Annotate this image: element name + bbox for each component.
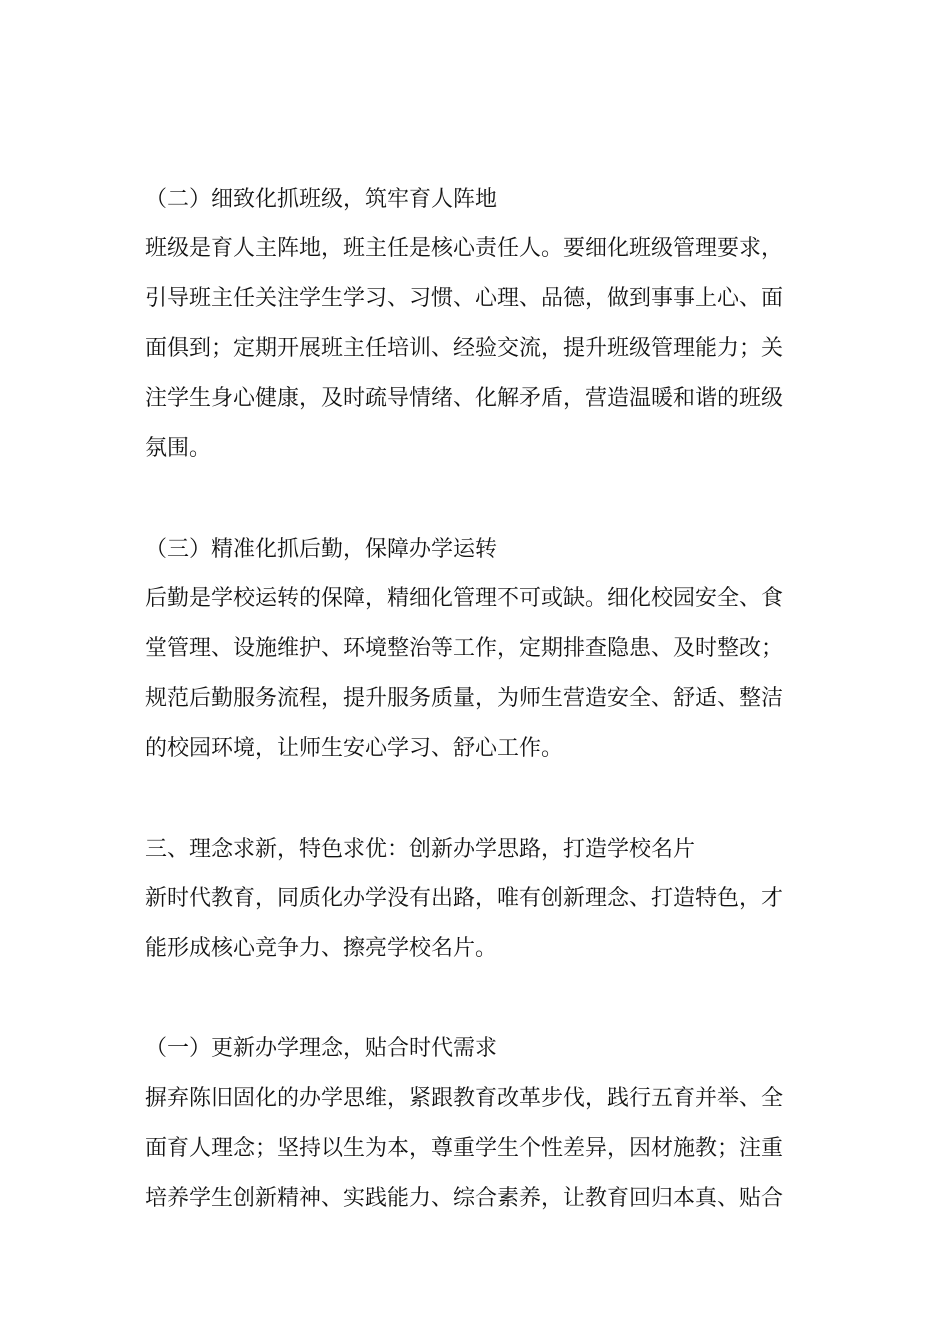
paragraph-line: 堂管理、设施维护、环境整治等工作，定期排查隐患、及时整改；	[145, 636, 784, 661]
paragraph-line: 新时代教育，同质化办学没有出路，唯有创新理念、打造特色，才	[145, 886, 784, 911]
paragraph-line: 能形成核心竞争力、擦亮学校名片。	[145, 936, 498, 961]
paragraph-line: 摒弃陈旧固化的办学思维，紧跟教育改革步伐，践行五育并举、全	[145, 1086, 784, 1111]
paragraph-line: 的校园环境，让师生安心学习、舒心工作。	[145, 736, 564, 761]
paragraph-line: 后勤是学校运转的保障，精细化管理不可或缺。细化校园安全、食	[145, 586, 784, 611]
paragraph-line: 面育人理念；坚持以生为本，尊重学生个性差异，因材施教；注重	[145, 1136, 784, 1161]
paragraph-line: 面俱到；定期开展班主任培训、经验交流，提升班级管理能力；关	[145, 336, 784, 361]
paragraph-line: 规范后勤服务流程，提升服务质量，为师生营造安全、舒适、整洁	[145, 686, 784, 711]
paragraph-line: 引导班主任关注学生学习、习惯、心理、品德，做到事事上心、面	[145, 286, 784, 311]
section-heading: 三、理念求新，特色求优：创新办学思路，打造学校名片	[145, 837, 696, 862]
section-heading: （一）更新办学理念，贴合时代需求	[145, 1036, 498, 1061]
section-heading: （二）细致化抓班级，筑牢育人阵地	[145, 187, 498, 212]
paragraph-line: 注学生身心健康，及时疏导情绪、化解矛盾，营造温暖和谐的班级	[145, 386, 784, 411]
paragraph-line: 氛围。	[145, 436, 212, 461]
paragraph-line: 培养学生创新精神、实践能力、综合素养，让教育回归本真、贴合	[145, 1186, 784, 1211]
paragraph-line: 班级是育人主阵地，班主任是核心责任人。要细化班级管理要求，	[145, 236, 784, 261]
section-heading: （三）精准化抓后勤，保障办学运转	[145, 537, 498, 562]
